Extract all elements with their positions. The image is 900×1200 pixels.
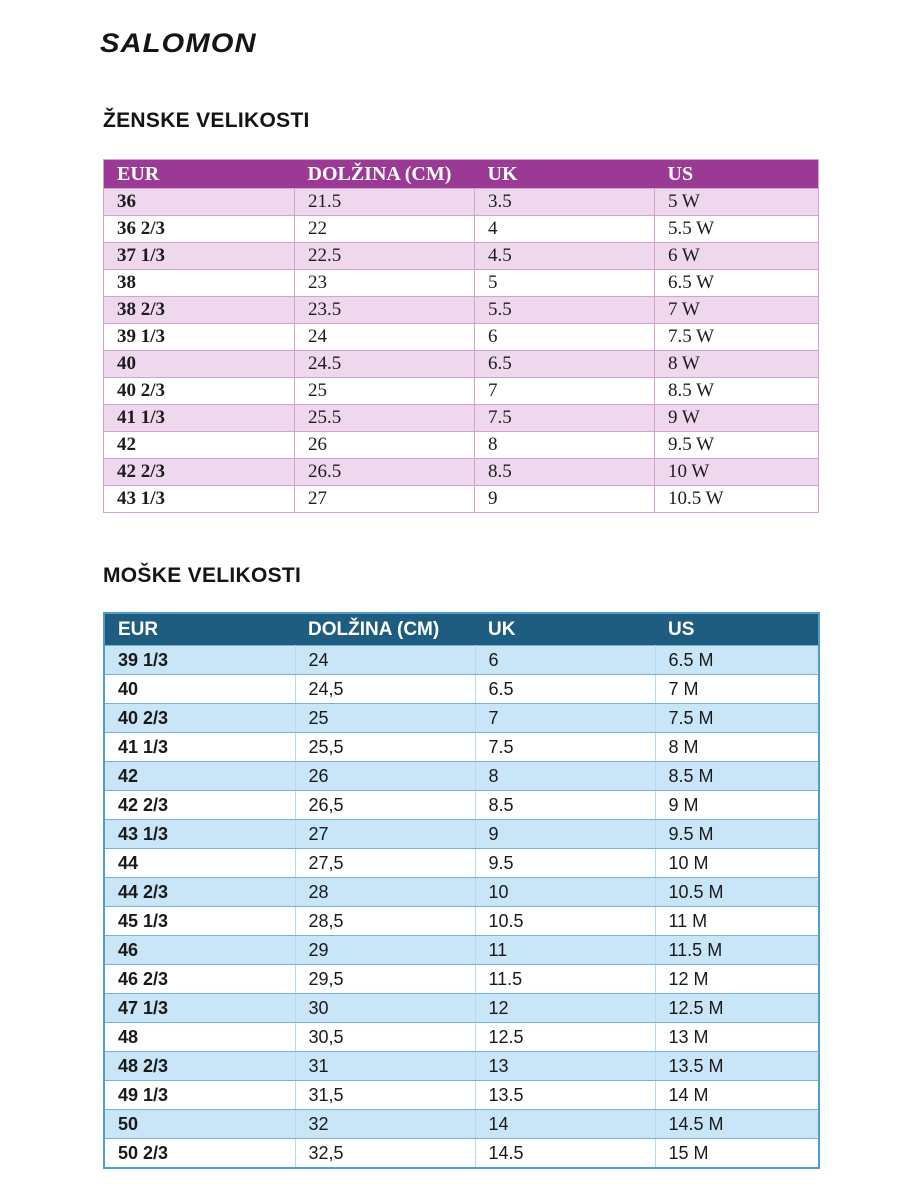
table-cell: 44 bbox=[104, 849, 295, 878]
table-cell: 24 bbox=[295, 646, 475, 675]
table-row bbox=[104, 820, 819, 849]
table-cell: 40 2/3 bbox=[104, 704, 295, 733]
table-cell: 47 1/3 bbox=[104, 994, 295, 1023]
table-row bbox=[104, 936, 819, 965]
table-row bbox=[104, 878, 819, 907]
table-cell: 40 bbox=[104, 351, 295, 378]
table-cell: 25,5 bbox=[295, 733, 475, 762]
table-cell: 12 bbox=[475, 994, 655, 1023]
women-table-header-row bbox=[104, 160, 819, 189]
table-cell: 12.5 bbox=[475, 1023, 655, 1052]
table-cell: 8 M bbox=[655, 733, 819, 762]
table-row bbox=[104, 324, 819, 351]
women-size-table bbox=[103, 159, 819, 513]
table-row bbox=[104, 405, 819, 432]
table-cell: 6 bbox=[475, 646, 655, 675]
column-header: EUR bbox=[104, 613, 295, 646]
table-row bbox=[104, 994, 819, 1023]
table-cell: 41 1/3 bbox=[104, 733, 295, 762]
table-row bbox=[104, 432, 819, 459]
table-cell: 14 M bbox=[655, 1081, 819, 1110]
column-header: UK bbox=[475, 613, 655, 646]
table-row bbox=[104, 378, 819, 405]
table-cell: 41 1/3 bbox=[104, 405, 295, 432]
table-cell: 9 bbox=[475, 820, 655, 849]
table-row bbox=[104, 243, 819, 270]
table-row bbox=[104, 849, 819, 878]
table-cell: 7 bbox=[475, 704, 655, 733]
table-cell: 24.5 bbox=[295, 351, 475, 378]
table-cell: 5.5 W bbox=[655, 216, 819, 243]
table-cell: 31,5 bbox=[295, 1081, 475, 1110]
table-cell: 26,5 bbox=[295, 791, 475, 820]
table-cell: 25 bbox=[295, 704, 475, 733]
table-row bbox=[104, 270, 819, 297]
women-section-title: ŽENSKE VELIKOSTI bbox=[103, 109, 310, 132]
table-cell: 6 W bbox=[655, 243, 819, 270]
table-cell: 48 bbox=[104, 1023, 295, 1052]
table-cell: 26 bbox=[295, 762, 475, 791]
table-cell: 43 1/3 bbox=[104, 820, 295, 849]
table-cell: 14 bbox=[475, 1110, 655, 1139]
table-cell: 8 bbox=[475, 432, 655, 459]
table-cell: 13.5 bbox=[475, 1081, 655, 1110]
table-row bbox=[104, 762, 819, 791]
table-cell: 6.5 M bbox=[655, 646, 819, 675]
table-row bbox=[104, 486, 819, 513]
table-cell: 42 2/3 bbox=[104, 791, 295, 820]
table-row bbox=[104, 965, 819, 994]
table-cell: 5 W bbox=[655, 189, 819, 216]
table-cell: 9 W bbox=[655, 405, 819, 432]
table-row bbox=[104, 1052, 819, 1081]
table-cell: 7.5 bbox=[475, 405, 655, 432]
table-cell: 10.5 W bbox=[655, 486, 819, 513]
table-row bbox=[104, 704, 819, 733]
table-cell: 42 bbox=[104, 432, 295, 459]
table-cell: 9.5 bbox=[475, 849, 655, 878]
table-row bbox=[104, 791, 819, 820]
table-cell: 13 M bbox=[655, 1023, 819, 1052]
table-cell: 27 bbox=[295, 820, 475, 849]
table-cell: 46 2/3 bbox=[104, 965, 295, 994]
table-cell: 24,5 bbox=[295, 675, 475, 704]
table-cell: 7.5 bbox=[475, 733, 655, 762]
table-row bbox=[104, 297, 819, 324]
table-cell: 29,5 bbox=[295, 965, 475, 994]
table-row bbox=[104, 351, 819, 378]
table-cell: 8 W bbox=[655, 351, 819, 378]
table-cell: 11.5 bbox=[475, 965, 655, 994]
table-cell: 27 bbox=[295, 486, 475, 513]
table-cell: 29 bbox=[295, 936, 475, 965]
table-cell: 14.5 bbox=[475, 1139, 655, 1169]
table-cell: 6 bbox=[475, 324, 655, 351]
table-row bbox=[104, 646, 819, 675]
table-cell: 23.5 bbox=[295, 297, 475, 324]
table-cell: 42 bbox=[104, 762, 295, 791]
table-cell: 4.5 bbox=[475, 243, 655, 270]
table-row bbox=[104, 907, 819, 936]
table-cell: 12.5 M bbox=[655, 994, 819, 1023]
table-cell: 27,5 bbox=[295, 849, 475, 878]
table-cell: 36 2/3 bbox=[104, 216, 295, 243]
table-row bbox=[104, 1139, 819, 1169]
table-row bbox=[104, 675, 819, 704]
table-cell: 8.5 bbox=[475, 459, 655, 486]
table-cell: 50 2/3 bbox=[104, 1139, 295, 1169]
column-header: DOLŽINA (CM) bbox=[295, 160, 475, 189]
table-cell: 7.5 W bbox=[655, 324, 819, 351]
column-header: UK bbox=[475, 160, 655, 189]
table-cell: 36 bbox=[104, 189, 295, 216]
table-cell: 40 2/3 bbox=[104, 378, 295, 405]
table-cell: 26 bbox=[295, 432, 475, 459]
column-header: US bbox=[655, 160, 819, 189]
table-cell: 30,5 bbox=[295, 1023, 475, 1052]
table-cell: 10 bbox=[475, 878, 655, 907]
table-cell: 8.5 M bbox=[655, 762, 819, 791]
table-cell: 11.5 M bbox=[655, 936, 819, 965]
table-cell: 7.5 M bbox=[655, 704, 819, 733]
table-cell: 28,5 bbox=[295, 907, 475, 936]
men-size-table bbox=[103, 612, 820, 1169]
table-cell: 22.5 bbox=[295, 243, 475, 270]
men-table-header-row bbox=[104, 613, 819, 646]
table-cell: 10 W bbox=[655, 459, 819, 486]
table-cell: 11 M bbox=[655, 907, 819, 936]
table-row bbox=[104, 1023, 819, 1052]
table-cell: 28 bbox=[295, 878, 475, 907]
table-cell: 45 1/3 bbox=[104, 907, 295, 936]
table-cell: 10 M bbox=[655, 849, 819, 878]
table-cell: 31 bbox=[295, 1052, 475, 1081]
table-cell: 32 bbox=[295, 1110, 475, 1139]
table-cell: 25 bbox=[295, 378, 475, 405]
table-cell: 13.5 M bbox=[655, 1052, 819, 1081]
table-cell: 13 bbox=[475, 1052, 655, 1081]
table-row bbox=[104, 1110, 819, 1139]
table-cell: 10.5 M bbox=[655, 878, 819, 907]
table-cell: 14.5 M bbox=[655, 1110, 819, 1139]
table-cell: 9.5 M bbox=[655, 820, 819, 849]
table-cell: 40 bbox=[104, 675, 295, 704]
table-cell: 10.5 bbox=[475, 907, 655, 936]
table-cell: 43 1/3 bbox=[104, 486, 295, 513]
table-cell: 5.5 bbox=[475, 297, 655, 324]
table-cell: 49 1/3 bbox=[104, 1081, 295, 1110]
table-cell: 37 1/3 bbox=[104, 243, 295, 270]
table-cell: 7 M bbox=[655, 675, 819, 704]
table-cell: 23 bbox=[295, 270, 475, 297]
table-cell: 6.5 W bbox=[655, 270, 819, 297]
table-cell: 12 M bbox=[655, 965, 819, 994]
table-cell: 3.5 bbox=[475, 189, 655, 216]
table-cell: 15 M bbox=[655, 1139, 819, 1169]
table-cell: 7 bbox=[475, 378, 655, 405]
table-cell: 8 bbox=[475, 762, 655, 791]
table-cell: 22 bbox=[295, 216, 475, 243]
table-cell: 11 bbox=[475, 936, 655, 965]
table-row bbox=[104, 216, 819, 243]
table-cell: 39 1/3 bbox=[104, 324, 295, 351]
table-row bbox=[104, 1081, 819, 1110]
table-row bbox=[104, 459, 819, 486]
table-cell: 5 bbox=[475, 270, 655, 297]
table-cell: 32,5 bbox=[295, 1139, 475, 1169]
table-cell: 7 W bbox=[655, 297, 819, 324]
table-row bbox=[104, 189, 819, 216]
table-cell: 48 2/3 bbox=[104, 1052, 295, 1081]
table-cell: 4 bbox=[475, 216, 655, 243]
men-section-title: MOŠKE VELIKOSTI bbox=[103, 564, 302, 587]
table-cell: 42 2/3 bbox=[104, 459, 295, 486]
table-cell: 44 2/3 bbox=[104, 878, 295, 907]
table-cell: 50 bbox=[104, 1110, 295, 1139]
table-cell: 38 bbox=[104, 270, 295, 297]
table-cell: 8.5 bbox=[475, 791, 655, 820]
column-header: DOLŽINA (CM) bbox=[295, 613, 475, 646]
table-cell: 9 M bbox=[655, 791, 819, 820]
table-cell: 21.5 bbox=[295, 189, 475, 216]
table-cell: 30 bbox=[295, 994, 475, 1023]
table-cell: 39 1/3 bbox=[104, 646, 295, 675]
table-row bbox=[104, 733, 819, 762]
table-cell: 24 bbox=[295, 324, 475, 351]
column-header: US bbox=[655, 613, 819, 646]
table-cell: 25.5 bbox=[295, 405, 475, 432]
table-cell: 8.5 W bbox=[655, 378, 819, 405]
column-header: EUR bbox=[104, 160, 295, 189]
table-cell: 9.5 W bbox=[655, 432, 819, 459]
table-cell: 9 bbox=[475, 486, 655, 513]
table-cell: 6.5 bbox=[475, 351, 655, 378]
table-cell: 6.5 bbox=[475, 675, 655, 704]
table-cell: 38 2/3 bbox=[104, 297, 295, 324]
salomon-logo: SALOMON bbox=[100, 28, 257, 58]
table-cell: 46 bbox=[104, 936, 295, 965]
table-cell: 26.5 bbox=[295, 459, 475, 486]
